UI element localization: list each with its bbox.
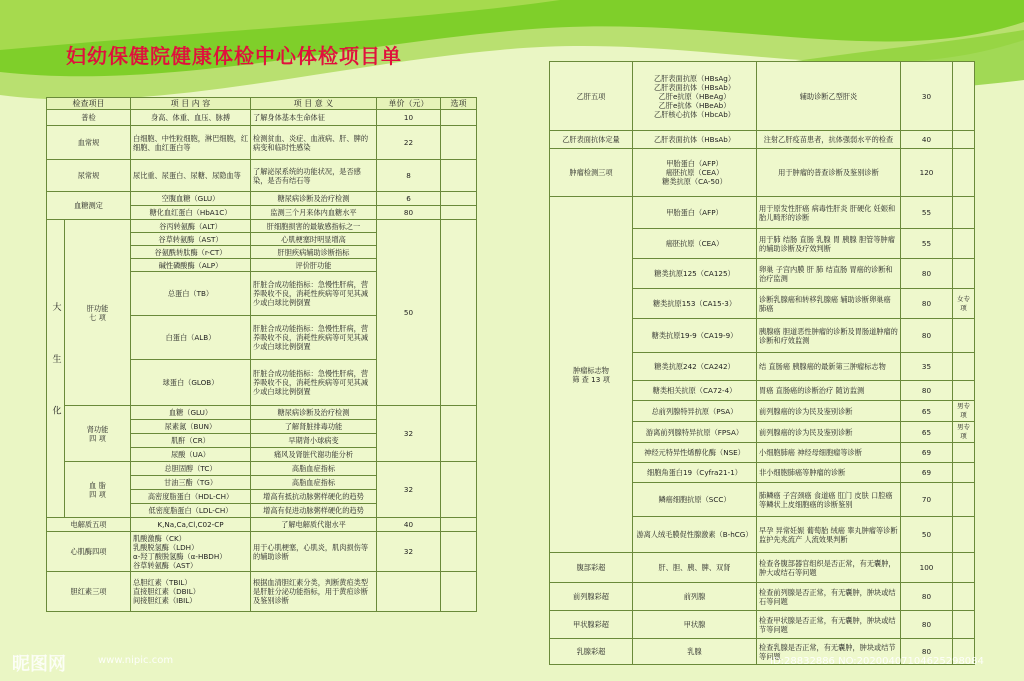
option-cell[interactable] — [441, 192, 477, 206]
table-row: 肿瘤检测三项 甲胎蛋白（AFP） 癌胚抗原（CEA） 糖类抗原（CA-50） 用于肿瘤的普查诊断及鉴别诊断 120 — [550, 149, 975, 197]
table-row: 电解质五项 K,Na,Ca,Cl,C02-CP 了解电解质代谢水平 40 — [47, 518, 477, 532]
table-row: 癌胚抗原（CEA） 用于肺 结肠 直肠 乳腺 胃 胰腺 胆管等肿瘤的辅助诊断及疗效判断 55 — [550, 229, 975, 259]
table-row: 糖类抗原19-9（CA19-9） 胰腺癌 胆道恶性肿瘤的诊断及胃肠道肿瘤的诊断和疗效监测 80 — [550, 319, 975, 353]
table-row: 血 脂 四 项 总胆固醇（TC） 高脂血症指标 32 — [47, 462, 477, 476]
table-row: 糖类抗原153（CA15-3） 诊断乳腺癌和转移乳腺癌 辅助诊断卵巢癌 肺癌 80 女专项 — [550, 289, 975, 319]
header-content: 项 目 内 容 — [131, 98, 251, 110]
option-cell[interactable] — [953, 149, 975, 197]
table-row: 尿素氮（BUN） 了解肾脏排毒功能 — [47, 420, 477, 434]
lipid-label: 血 脂 四 项 — [65, 462, 131, 518]
page-title: 妇幼保健院健康体检中心体检项目单 — [66, 44, 402, 68]
option-cell[interactable] — [441, 572, 477, 612]
table-row: 神经元特异性烯醇化酶（NSE） 小细胞肺癌 神经母细胞瘤等诊断 69 — [550, 443, 975, 463]
table-row: 总前列腺特异抗原（PSA） 前列腺癌的诊为民及鉴别诊断 65 男专项 — [550, 401, 975, 422]
table-row: 肌酐（CR） 早期肾小球病变 — [47, 434, 477, 448]
table-row: 白蛋白（ALB） 肝脏合成功能指标：急慢性肝病，营养吸收不良，消耗性疾病等可见其减少或白球比例倒置 — [47, 316, 477, 360]
option-cell[interactable] — [953, 611, 975, 639]
table-row: 高密度脂蛋白（HDL-CH） 增高有抵抗动脉粥样硬化的趋势 — [47, 490, 477, 504]
tumor13-label: 肿瘤标志物 筛 查 13 项 — [550, 197, 633, 553]
header-price: 单价（元） — [377, 98, 441, 110]
table-row: 尿酸（UA） 痛风及肾脏代谢功能分析 — [47, 448, 477, 462]
table-row: 乙肝五项 乙肝表面抗原（HBsAg） 乙肝表面抗体（HBsAb） 乙肝e抗原（HBeAg） 乙肝e抗体（HBeAb） 乙肝核心抗体（HbcAb） 辅助诊断乙型肝炎 30 — [550, 62, 975, 131]
option-cell[interactable] — [441, 110, 477, 126]
option-cell[interactable] — [953, 553, 975, 583]
watermark-url: www.nipic.com — [98, 655, 174, 666]
table-row: 肾功能 四 项 血糖（GLU） 糖尿病诊断及治疗检测 32 — [47, 406, 477, 420]
table-row: 普检 身高、体重、血压、脉搏 了解身体基本生命体征 10 — [47, 110, 477, 126]
big-biochem-label: 大 生 化 — [47, 220, 65, 518]
table-row: 大 生 化 肝功能 七 项 谷丙转氨酶（ALT） 肝细胞损害的最敏感指标之一 50 — [47, 220, 477, 233]
right-exam-table — [549, 61, 975, 665]
table-row: 血常规 白细胞、中性粒细胞，淋巴细胞，红细胞、血红蛋白等 检测贫血、炎症、血液病、肝、脾的病变和临时性感染 22 — [47, 126, 477, 160]
watermark-id: ID:28832886 NO:20200407104625298084 — [770, 656, 984, 667]
table-row: 糖类抗原125（CA125） 卵巢 子宫内膜 肝 肺 结直肠 胃癌的诊断和治疗监测 80 — [550, 259, 975, 289]
table-row: 肿瘤标志物 筛 查 13 项 甲胎蛋白（AFP） 用于原发性肝癌 病毒性肝炎 肝硬化 妊娠和胎儿畸形的诊断 55 — [550, 197, 975, 229]
table-row: 糖类相关抗原（CA72-4） 胃癌 直肠癌的诊断治疗 随访监测 80 — [550, 381, 975, 401]
option-cell[interactable] — [441, 462, 477, 518]
watermark-logo: 昵图网 — [12, 654, 66, 675]
option-cell[interactable] — [441, 406, 477, 462]
table-row: 低密度脂蛋白（LDL-CH） 增高有促进动脉粥样硬化的趋势 — [47, 504, 477, 518]
table-row: 鳞癌细胞抗原（SCC） 肺鳞癌 子宫颈癌 食道癌 肛门 皮肤 口腔癌等鳞状上皮细胞癌的诊断鉴别 70 — [550, 483, 975, 517]
table-row: 碱性磷酸酶（ALP） 评价肝功能 — [47, 259, 477, 272]
table-row: 血糖测定 空腹血糖（GLU） 糖尿病诊断及治疗检测 6 — [47, 192, 477, 206]
table-row: 乙肝表面抗体定量 乙肝表面抗体（HBsAb） 注射乙肝疫苗患者，抗体强弱水平的检查 40 — [550, 131, 975, 149]
table-row: 游离人绒毛膜促性腺激素（B-hCG） 早孕 异常妊娠 葡萄胎 绒癌 睾丸肿瘤等诊断 监护先兆流产 人流效果判断 50 — [550, 517, 975, 553]
liver-label: 肝功能 七 项 — [65, 220, 131, 406]
table-row: 游离前列腺特异抗原（FPSA） 前列腺癌的诊为民及鉴别诊断 65 男专项 — [550, 422, 975, 443]
option-cell[interactable] — [953, 583, 975, 611]
table-header-row — [47, 98, 477, 110]
table-row: 心肌酶四项 肌酸激酶（CK） 乳酸脱氢酶（LDH） α-羟丁酸脱氢酶（α-HBDH） 谷草转氨酶（AST） 用于心肌梗塞，心肌炎，肌肉损伤等的辅助诊断 32 — [47, 532, 477, 572]
table-row: 甲状腺彩超 甲状腺 检查甲状腺是否正常，有无囊肿，肿块或结节等问题 80 — [550, 611, 975, 639]
header-meaning: 项 目 意 义 — [251, 98, 377, 110]
table-row: 细胞角蛋白19（Cyfra21-1） 非小细胞肺癌等肿瘤的诊断 69 — [550, 463, 975, 483]
table-row: 胆红素三项 总胆红素（TBIL） 直接胆红素（DBIL） 间接胆红素（IBIL） 根据血清胆红素分类，判断黄疸类型是肝脏分泌功能指标，用于黄疸诊断及鉴别诊断 — [47, 572, 477, 612]
header-option: 选项 — [441, 98, 477, 110]
option-cell[interactable] — [953, 131, 975, 149]
table-row: 乳腺彩超 乳腺 检查乳腺是否正常，有无囊肿，肿块或结节等问题 80 — [550, 639, 975, 665]
table-row: 谷氨酰转肽酶（r-CT） 肝胆疾病辅助诊断指标 — [47, 246, 477, 259]
option-cell[interactable] — [441, 220, 477, 406]
header-item: 检查项目 — [47, 98, 131, 110]
table-row: 糖类抗原242（CA242） 结 直肠癌 胰腺癌的最新第三肿瘤标志物 35 — [550, 353, 975, 381]
table-row: 腹部彩超 肝、胆、胰、脾、双肾 检查各腹部器官组织是否正常，有无囊肿，肿大或结石等问题 100 — [550, 553, 975, 583]
table-row: 甘油三酯（TG） 高脂血症指标 — [47, 476, 477, 490]
table-row: 前列腺彩超 前列腺 检查前列腺是否正常，有无囊肿，肿块或结石等问题 80 — [550, 583, 975, 611]
table-row: 球蛋白（GLOB） 肝脏合成功能指标：急慢性肝病，营养吸收不良，消耗性疾病等可见其减少或白球比例倒置 — [47, 360, 477, 406]
table-row: 尿常规 尿比重、尿蛋白、尿糖、尿隐血等 了解泌尿系统的功能状况，是否感染，是否有结石等 8 — [47, 160, 477, 192]
table-row: 总蛋白（TB） 肝脏合成功能指标：急慢性肝病，营养吸收不良，消耗性疾病等可见其减少或白球比例倒置 — [47, 272, 477, 316]
table-row: 谷草转氨酶（AST） 心肌梗塞时明显增高 — [47, 233, 477, 246]
option-cell[interactable] — [441, 206, 477, 220]
option-cell[interactable] — [953, 62, 975, 131]
left-exam-table — [46, 97, 477, 612]
option-cell[interactable] — [441, 518, 477, 532]
option-cell[interactable] — [441, 126, 477, 160]
kidney-label: 肾功能 四 项 — [65, 406, 131, 462]
table-row: 糖化血红蛋白（HbA1C） 监测三个月来体内血糖水平 80 — [47, 206, 477, 220]
option-cell[interactable] — [441, 532, 477, 572]
option-cell[interactable] — [441, 160, 477, 192]
